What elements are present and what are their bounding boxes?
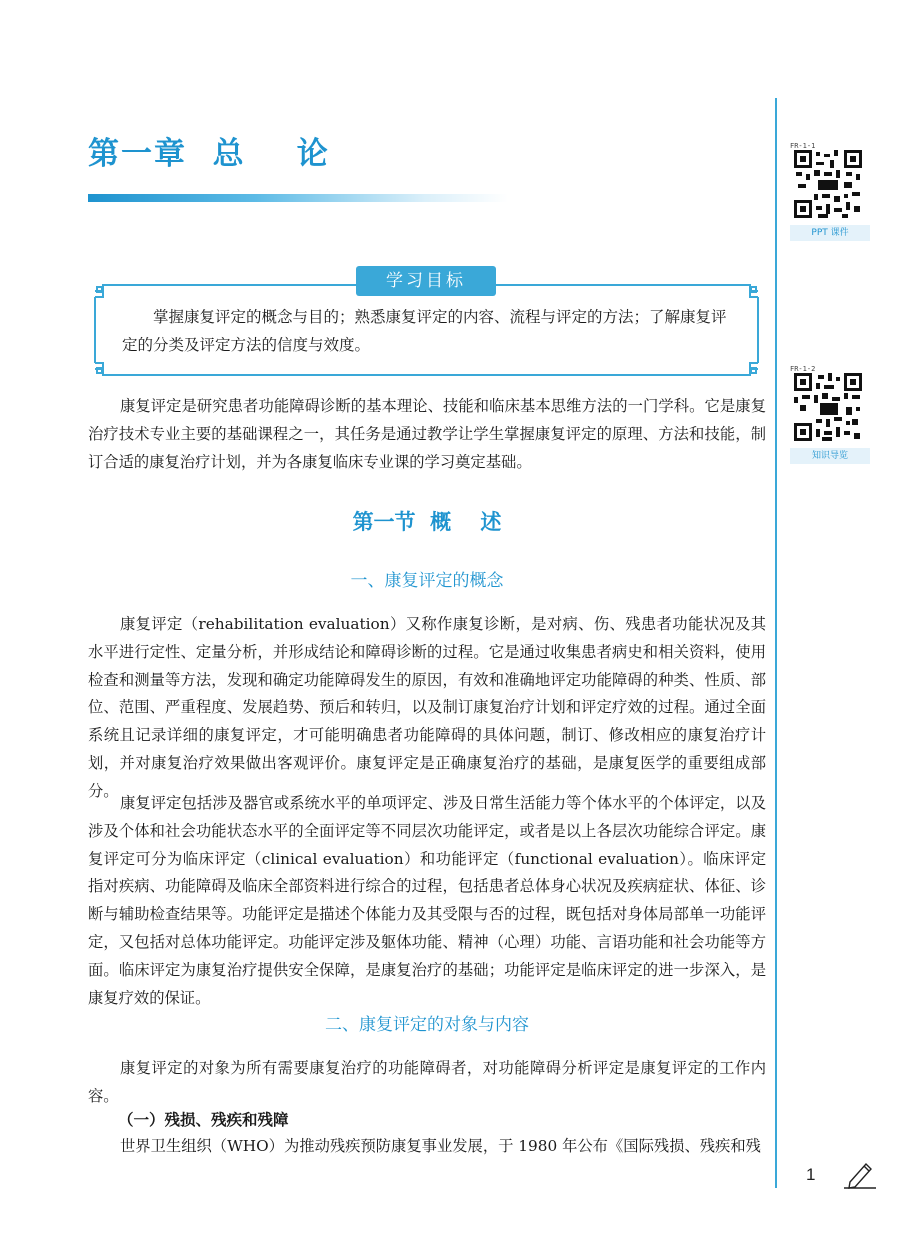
page-number: 1: [806, 1165, 816, 1184]
pen-icon: [842, 1160, 878, 1190]
paragraph-concept-1: 康复评定（rehabilitation evaluation）又称作康复诊断，是对病、伤、残患者功能状况及其水平进行定性、定量分析，并形成结论和障碍诊断的过程。它是通过收集患者病史和相关资料，使用检查和测量等方法，发现和确定功能障碍发生的原因，有效和准确地评定功能障碍的种类、性质、部位、范围、严重程度、发展趋势、预后和转归，以及制订康复治疗计划和评定疗效的过程。通过全面系统且记录详细的康复评定，才可能明确患者功能障碍的具体问题，制订、修改相应的康复治疗计划，并对康复治疗效果做出客观评价。康复评定是正确康复治疗的基础，是康复医学的重要组成部分。: [88, 615, 766, 800]
qr-caption-ppt: PPT 课件: [790, 225, 870, 241]
qr-code-label: FR-1-1: [790, 142, 816, 150]
qr-code-icon[interactable]: [794, 150, 862, 218]
paragraph-who: 世界卫生组织（WHO）为推动残疾预防康复事业发展，于 1980 年公布《国际残损、残疾和残: [120, 1137, 761, 1155]
chapter-title-bar: [88, 194, 508, 202]
paragraph-concept-2: 康复评定包括涉及器官或系统水平的单项评定、涉及日常生活能力等个体水平的个体评定，以及涉及个体和社会功能状态水平的全面评定等不同层次功能评定，或者是以上各层次功能综合评定。康复评定可分为临床评定（clinical evaluation）和功能评定（functional evaluation）。临床评定指对疾病、功能障碍及临床全部资料进行综合的过程，包括患者总体身心状况及疾病症状、体征、诊断与辅助检查结果等。功能评定是描述个体能力及其受限与否的过程，既包括对身体局部单一功能评定，又包括对总体功能评定。功能评定涉及躯体功能、精神（心理）功能、言语功能和社会功能等方面。临床评定为康复治疗提供安全保障，是康复治疗的基础；功能评定是临床评定的进一步深入，是康复疗效的保证。: [88, 794, 766, 1007]
section-title: 第一节 概 述: [352, 510, 502, 534]
objectives-text: 掌握康复评定的概念与目的；熟悉康复评定的内容、流程与评定的方法；了解康复评定的分类及评定方法的信度与效度。: [122, 308, 727, 354]
qr-caption-guide: 知识导览: [790, 448, 870, 464]
qr-block-guide[interactable]: [790, 365, 870, 464]
subsection-title-1: 一、康复评定的概念: [350, 571, 504, 591]
subsection-title-3: （一）残损、残疾和残障: [118, 1111, 289, 1129]
margin-rule: [775, 98, 777, 1188]
chapter-title: 第一章 总 论: [88, 136, 330, 172]
qr-code-label: FR-1-2: [790, 365, 816, 373]
objectives-header: 学习目标: [356, 266, 496, 296]
paragraph-objects: 康复评定的对象为所有需要康复治疗的功能障碍者，对功能障碍分析评定是康复评定的工作内容。: [88, 1059, 766, 1105]
qr-block-ppt[interactable]: [790, 142, 870, 241]
intro-paragraph: 康复评定是研究患者功能障碍诊断的基本理论、技能和临床基本思维方法的一门学科。它是康复治疗技术专业主要的基础课程之一，其任务是通过教学让学生掌握康复评定的原理、方法和技能，制订合适的康复治疗计划，并为各康复临床专业课的学习奠定基础。: [88, 397, 766, 471]
subsection-title-2: 二、康复评定的对象与内容: [325, 1015, 529, 1035]
qr-code-icon[interactable]: [794, 373, 862, 441]
